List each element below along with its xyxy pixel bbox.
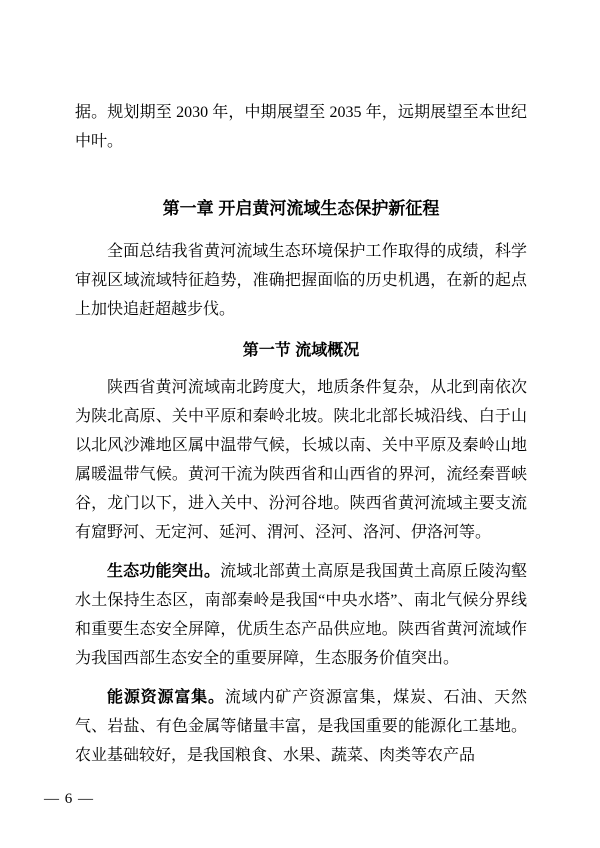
- paragraph-body: 流域北部黄土高原是我国黄土高原丘陵沟壑水土保持生态区，南部秦岭是我国“中央水塔”、南北气候分界线和重要生态安全屏障，优质生态产品供应地。陕西省黄河流域作为我国西部生态安全的重要屏障，生态服务价值突出。: [75, 563, 527, 667]
- continued-paragraph: 据。规划期至 2030 年，中期展望至 2035 年，远期展望至本世纪中叶。: [75, 104, 527, 150]
- section-title: 第一节 流域概况: [242, 342, 360, 359]
- section-paragraph: 陕西省黄河流域南北跨度大，地质条件复杂，从北到南依次为陕北高原、关中平原和秦岭北坡。陕北北部长城沿线、白于山以北风沙滩地区属中温带气候，长城以南、关中平原及秦岭山地属暖温带气候。黄河干流为陕西省和山西省的界河，流经秦晋峡谷，龙门以下，进入关中、汾河谷地。陕西省黄河流域主要支流有窟野河、无定河、延河、渭河、泾河、洛河、伊洛河等。: [75, 379, 527, 541]
- paragraph-lead: 生态功能突出。: [107, 563, 221, 580]
- paragraph-lead: 能源资源富集。: [107, 689, 225, 706]
- section-paragraph: [75, 557, 527, 673]
- chapter-title: 第一章 开启黄河流域生态保护新征程: [162, 199, 440, 218]
- chapter-intro-paragraph: 全面总结我省黄河流域生态环境保护工作取得的成绩，科学审视区域流域特征趋势，准确把握面临的历史机遇，在新的起点上加快追赶超越步伐。: [75, 243, 527, 318]
- page-number: — 6 —: [44, 791, 94, 807]
- section-paragraph: [75, 683, 527, 770]
- paragraph-body: 流域内矿产资源富集，煤炭、石油、天然气、岩盐、有色金属等储量丰富，是我国重要的能源化工基地。农业基础较好，是我国粮食、水果、蔬菜、肉类等农产品: [75, 689, 527, 764]
